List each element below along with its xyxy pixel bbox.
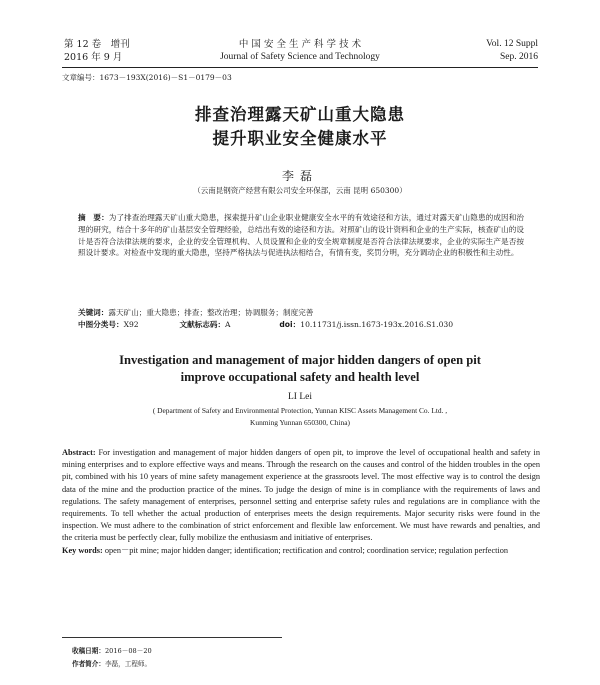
en-title [0, 352, 600, 386]
cn-abstract [78, 212, 524, 259]
header-rule [62, 67, 538, 68]
author-bio-label: 作者简介： [72, 660, 105, 668]
header-journal-en: Journal of Safety Science and Technology [220, 52, 380, 62]
en-affiliation [0, 405, 600, 429]
cn-title [0, 103, 600, 151]
en-title-line2: improve occupational safety and health level [180, 370, 420, 384]
clc-label: 中图分类号： [78, 320, 124, 329]
cn-keywords-label: 关键词： [78, 308, 109, 317]
header-right [486, 38, 538, 64]
doc-code-label: 文献标志码： [179, 320, 226, 329]
en-affiliation-line2: Kunming Yunnan 650300, China) [250, 418, 350, 427]
cn-keywords [78, 307, 524, 319]
en-abstract-label: Abstract: [62, 448, 96, 457]
en-abstract-text: For investigation and management of major hidden dangers of open pit, to improve the level of occupational health and safety in mining enterprises and to explore effective ways and means. Through the research on the causes and control of the hidden troubles in the open pit, combined with his 10 years of mine safety management experience at the grassroots level. The most effective way is to control the design data of the mine and the production practice of the mines. To judge the design of mine is in compliance with the requirements of laws and regulations. The safety management of enterprises, personnel setting and enterprise safety rules and regulations are in compliance with the requirements. To tell whether the actual production of enterprises meets the design requirements. Major security risks were found in the inspection. We must adhere to the combination of strict enforcement and flexible law enforcement. We must have rewards and penalties, and the criteria must be perfectly clear, fully mobilize the enthusiasm and initiative of enterprises. [62, 448, 540, 543]
en-keywords-text: open－pit mine; major hidden danger; identification; rectification and control; coordination service; regulation perfection [102, 545, 509, 555]
doi-value: 10.11731/j.issn.1673-193x.2016.S1.030 [300, 320, 454, 329]
cn-author: 李磊 [281, 169, 318, 183]
en-abstract [62, 447, 540, 557]
en-keywords-label: Key words: [62, 545, 103, 555]
article-number: 文章编号：1673－193X(2016)－S1－0179－03 [62, 73, 232, 82]
header-date-cn: 2016 年 9 月 [64, 52, 123, 63]
footnote-rule [62, 637, 282, 638]
cn-affiliation: （云南昆钢资产经营有限公司安全环保部，云南 昆明 650300） [193, 186, 407, 195]
en-title-line1: Investigation and management of major hidden dangers of open pit [119, 353, 481, 367]
cn-abstract-label: 摘 要： [78, 213, 109, 222]
footnote-received [72, 646, 152, 656]
en-affiliation-line1: ( Department of Safety and Environmental Protection, Yunnan KISC Assets Management Co. Ltd. , [152, 406, 448, 415]
doc-code-value: A [225, 320, 231, 329]
header-volume-en: Vol. 12 Suppl [486, 39, 538, 49]
header-journal-cn: 中 国 安 全 生 产 科 学 技 术 [238, 39, 362, 50]
header-date-en: Sep. 2016 [500, 52, 538, 62]
author-bio-value: 李磊，工程师。 [104, 660, 152, 668]
clc-value: X92 [123, 320, 139, 329]
header-volume-cn: 第 12 卷 增刊 [64, 39, 130, 50]
cn-abstract-text: 为了排查治理露天矿山重大隐患，探索提升矿山企业职业健康安全水平的有效途径和方法，通过对露天矿山隐患的成因和治理的研究，结合十多年的矿山基层安全管理经验，总结出有效的途径和方法。对照矿山的设计资料和企业的生产实际，核查矿山的设计是否符合法律法规的要求，企业的安全管理机构、人员设置和企业的安全规章制度是否符合法律法规要求，企业的实际生产是否按照设计要求。对检查中发现的重大隐患，坚持严格执法与促进执法相结合，有情有变，奖罚分明，充分调动企业的积极性和主动性。 [78, 213, 524, 258]
cn-title-line2: 提升职业安全健康水平 [212, 129, 388, 148]
en-author: LI Lei [287, 392, 312, 402]
cn-title-line1: 排查治理露天矿山重大隐患 [195, 105, 405, 124]
cn-classification-line [78, 319, 524, 331]
cn-keywords-text: 露天矿山；重大隐患；排查；整改治理；协调服务；制度完善 [108, 308, 314, 317]
doi-label: doi： [279, 320, 301, 329]
footnote-author [72, 659, 151, 669]
received-value: 2016－08－20 [104, 647, 152, 655]
received-label: 收稿日期： [72, 647, 105, 655]
